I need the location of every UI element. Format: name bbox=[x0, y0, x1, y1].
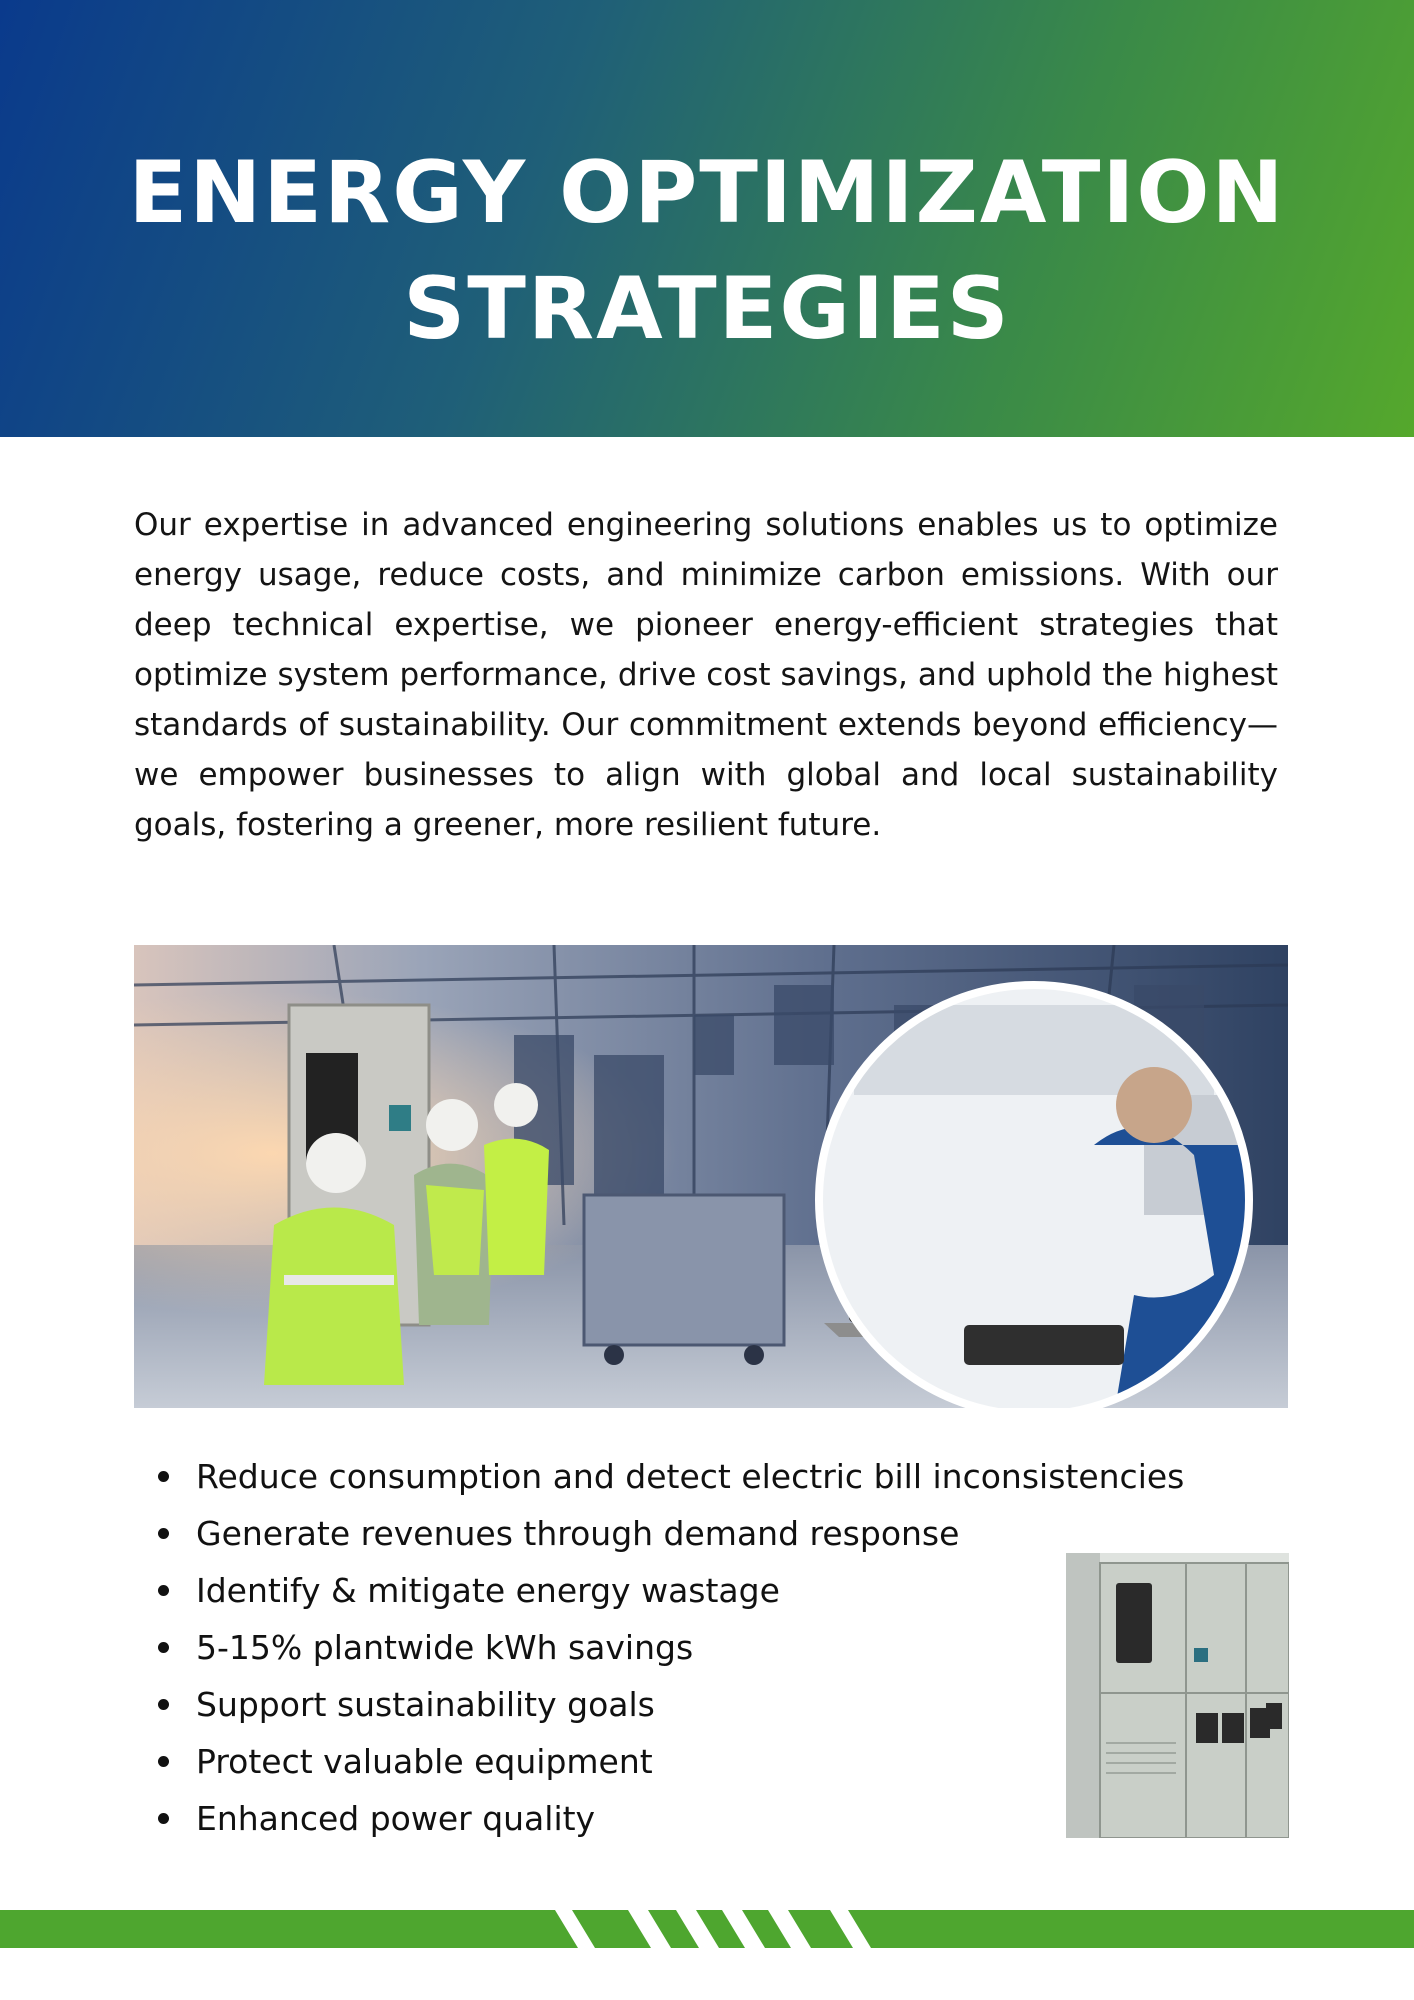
list-item: Identify & mitigate energy wastage bbox=[154, 1562, 1304, 1619]
header-banner bbox=[0, 0, 1414, 437]
list-item: Generate revenues through demand response bbox=[154, 1505, 1304, 1562]
list-item: Support sustainability goals bbox=[154, 1676, 1304, 1733]
list-item: Enhanced power quality bbox=[154, 1790, 1304, 1847]
footer-stripe-graphic bbox=[0, 1910, 1414, 1948]
bullet-dot-icon bbox=[158, 1528, 169, 1539]
list-item: Reduce consumption and detect electric bill inconsistencies bbox=[154, 1448, 1304, 1505]
hero-image bbox=[134, 945, 1288, 1408]
bullet-dot-icon bbox=[158, 1813, 169, 1824]
list-item: Protect valuable equipment bbox=[154, 1733, 1304, 1790]
page-title bbox=[0, 135, 1414, 367]
list-item: 5-15% plantwide kWh savings bbox=[154, 1619, 1304, 1676]
bullet-dot-icon bbox=[158, 1642, 169, 1653]
title-line-1: ENERGY OPTIMIZATION bbox=[128, 143, 1286, 243]
footer-stripe bbox=[0, 1910, 1414, 1948]
bullet-dot-icon bbox=[158, 1699, 169, 1710]
bullet-dot-icon bbox=[158, 1585, 169, 1596]
switchgear-photo bbox=[1066, 1553, 1289, 1838]
title-line-2: STRATEGIES bbox=[403, 259, 1011, 359]
switchgear-illustration bbox=[1066, 1553, 1289, 1838]
hero-illustration bbox=[134, 945, 1288, 1408]
intro-paragraph: Our expertise in advanced engineering solutions enables us to optimize energy usage, reduce costs, and minimize carbon emissions. With our deep technical expertise, we pioneer energy-efficient strategies that optimize system performance, drive cost savings, and uphold the highest standards of sustainability. Our commitment extends beyond efficiency—we empower businesses to align with global and local sustainability goals, fostering a greener, more resilient future. bbox=[134, 507, 1278, 843]
bullet-dot-icon bbox=[158, 1471, 169, 1482]
bullet-dot-icon bbox=[158, 1756, 169, 1767]
